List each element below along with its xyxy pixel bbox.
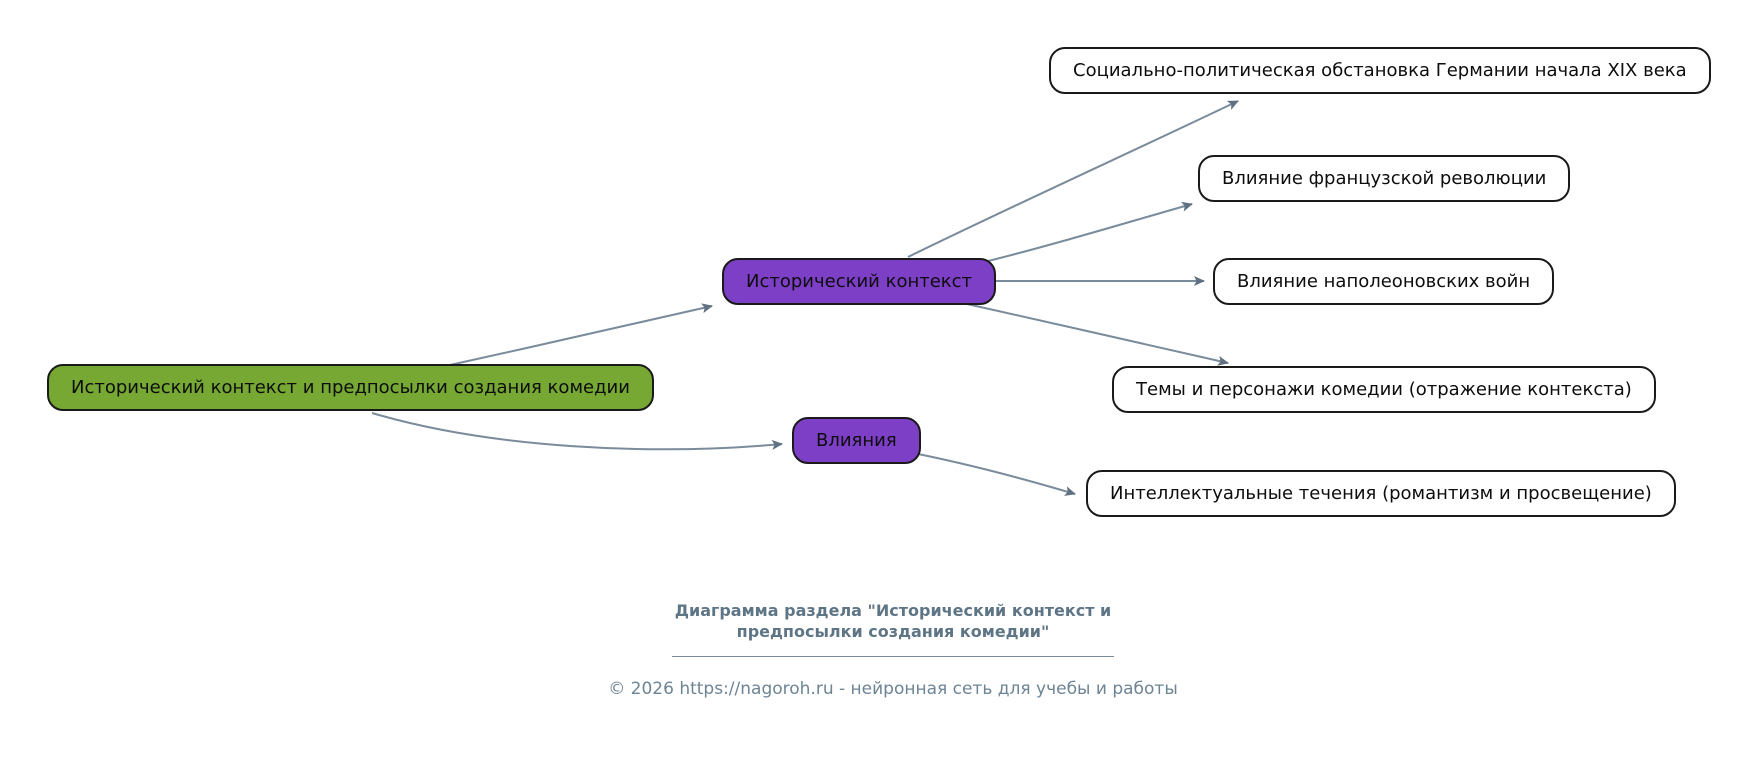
edge-root-to-influences <box>372 413 782 449</box>
edge-root-to-historical-context <box>450 306 712 365</box>
edge-context-to-socio-political <box>908 101 1238 257</box>
node-branch-historical-context: Исторический контекст <box>722 258 996 305</box>
node-root-historical-context-premises: Исторический контекст и предпосылки создания комедии <box>47 364 654 411</box>
edge-influences-to-intellectual-currents <box>903 451 1075 494</box>
caption-separator-line <box>672 656 1114 657</box>
node-branch-influences: Влияния <box>792 417 921 464</box>
node-leaf-intellectual-currents: Интеллектуальные течения (романтизм и просвещение) <box>1086 470 1676 517</box>
node-leaf-french-revolution-influence: Влияние французской революции <box>1198 155 1570 202</box>
edge-context-to-french-revolution <box>976 204 1192 264</box>
copyright-footer: © 2026 https://nagoroh.ru - нейронная сеть для учебы и работы <box>608 679 1178 699</box>
edge-context-to-themes-characters <box>967 304 1228 363</box>
node-leaf-socio-political-situation: Социально-политическая обстановка Германии начала XIX века <box>1049 47 1711 94</box>
node-leaf-themes-and-characters: Темы и персонажи комедии (отражение контекста) <box>1112 366 1656 413</box>
caption-line-2: предпосылки создания комедии" <box>736 622 1050 641</box>
caption-line-1: Диаграмма раздела "Исторический контекст и <box>674 601 1112 620</box>
diagram-caption <box>675 600 1112 642</box>
node-leaf-napoleonic-wars-influence: Влияние наполеоновских войн <box>1213 258 1554 305</box>
